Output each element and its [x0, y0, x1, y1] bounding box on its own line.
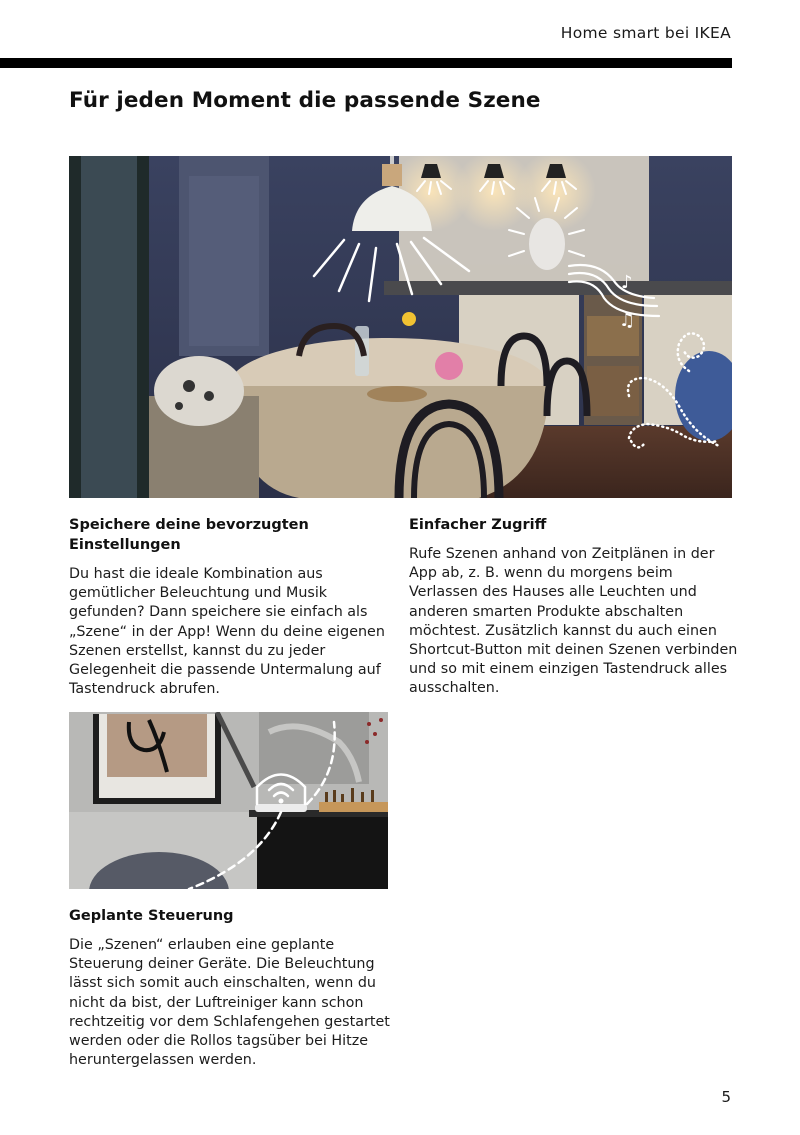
section-easy-access: [409, 515, 739, 699]
section-heading: Geplante Steuerung: [69, 908, 234, 924]
section-body: Du hast die ideale Kombination aus gemütlicher Beleuchtung und Musik gefunden? Dann speichere sie einfach als „Szene“ in der App! Wenn du deine eigenen Szenen erstellst, kannst du zu jeder Gelegenheit die passende Untermalung auf Tastendruck abrufen.: [69, 566, 385, 698]
thumbnail-image-hub: [69, 712, 388, 889]
svg-text:♫: ♫: [619, 310, 636, 331]
section-heading: Speichere deine bevorzugten Einstellungen: [69, 517, 309, 553]
section-heading: Einfacher Zugriff: [409, 517, 547, 533]
page-number: 5: [721, 1088, 731, 1106]
hero-illustration: [69, 156, 732, 498]
svg-text:♪: ♪: [621, 272, 633, 293]
section-body: Rufe Szenen anhand von Zeitplänen in der App ab, z. B. wenn du morgens beim Verlassen des Hauses alle Leuchten und anderen smarten Produkte abschalten möchtest. Zusätzlich kannst du auch einen Shortcut-Button mit deinen Szenen verbinden und so mit einem einzigen Tastendruck alles ausschalten.: [409, 546, 738, 697]
section-save-settings: [69, 515, 399, 699]
running-header: Home smart bei IKEA: [560, 24, 731, 42]
section-body: Die „Szenen“ erlauben eine geplante Steuerung deiner Geräte. Die Beleuchtung lässt sich somit auch einschalten, wenn du nicht da bist, der Luftreiniger kann schon rechtzeitig vor dem Schlafengehen gestartet werden oder die Rollos tagsüber bei Hitze heruntergelassen werden.: [69, 937, 390, 1069]
header-rule: [0, 58, 732, 68]
page-title: Für jeden Moment die passende Szene: [69, 88, 541, 113]
hero-image-dining-room: [69, 156, 732, 498]
section-scheduled-control: [69, 906, 399, 1070]
thumbnail-illustration: [69, 712, 388, 889]
